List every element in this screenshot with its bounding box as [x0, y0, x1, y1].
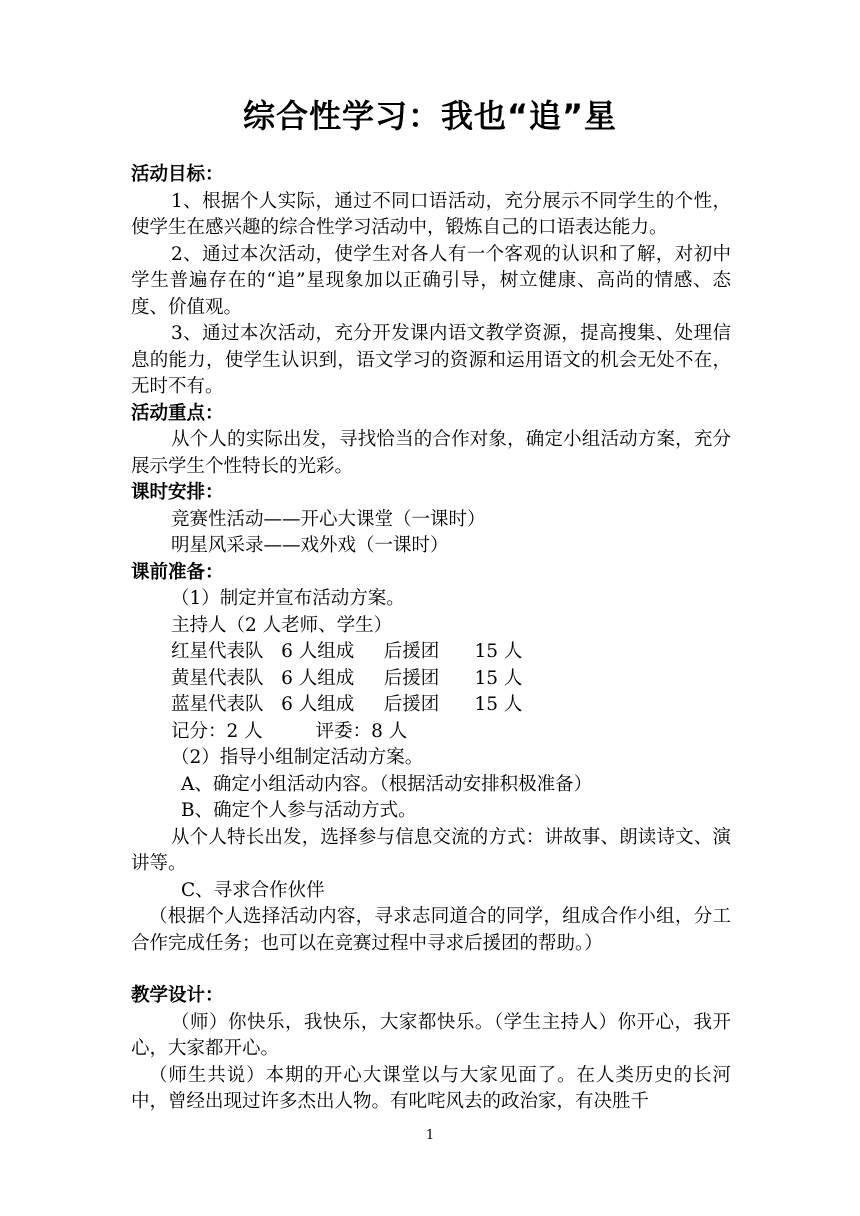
team-red: 红星代表队 6 人组成 后援团 15 人	[171, 641, 523, 662]
prep-step-1: （1）制定并宣布活动方案。	[171, 588, 405, 609]
page-number: 1	[425, 1128, 435, 1143]
team-yellow: 黄星代表队 6 人组成 后援团 15 人	[171, 667, 523, 689]
page-title: 综合性学习：我也“追”星	[242, 97, 618, 135]
focus-text: 从个人的实际出发，寻找恰当的合作对象，确定小组活动方案，充分展示学生个性特长的光彩。	[131, 429, 731, 477]
schedule-heading: 课时安排：	[131, 482, 224, 503]
step-c: C、寻求合作伙伴	[181, 879, 325, 901]
step-a: A、确定小组活动内容。（根据活动安排积极准备）	[181, 773, 593, 795]
step-c-detail: （根据个人选择活动内容，寻求志同道合的同学，组成合作小组，分工合作完成任务；也可以在竞赛过程中寻求后援团的帮助。）	[131, 906, 731, 954]
scoring-line: 记分：2 人 评委：8 人	[171, 720, 408, 742]
spacer	[131, 957, 731, 983]
prep-heading: 课前准备：	[131, 561, 224, 583]
step-b: B、确定个人参与活动方式。	[181, 800, 417, 821]
design-heading: 教学设计：	[131, 985, 224, 1006]
host-line: 主持人（2 人老师、学生）	[171, 614, 393, 636]
goal-1: 1、根据个人实际，通过不同口语活动，充分展示不同学生的个性，使学生在感兴趣的综合性学习活动中，锻炼自己的口语表达能力。	[131, 190, 731, 238]
schedule-item-2: 明星风采录——戏外戏（一课时）	[171, 535, 449, 556]
design-para-2: （师生共说）本期的开心大课堂以与大家见面了。在人类历史的长河中，曾经出现过许多杰出人物。有叱咤风去的政治家，有决胜千	[131, 1064, 731, 1112]
prep-step-2: （2）指导小组制定活动方案。	[171, 747, 424, 768]
schedule-item-1: 竞赛性活动——开心大课堂（一课时）	[171, 508, 486, 530]
goal-2: 2、通过本次活动，使学生对各人有一个客观的认识和了解，对初中学生普遍存在的“追”星现象加以正确引导，树立健康、高尚的情感、态度、价值观。	[131, 243, 731, 318]
step-b-detail: 从个人特长出发，选择参与信息交流的方式：讲故事、朗读诗文、演讲等。	[131, 826, 731, 874]
goal-3: 3、通过本次活动，充分开发课内语文教学资源，提高搜集、处理信息的能力，使学生认识到，语文学习的资源和运用语文的机会无处不在，无时不有。	[131, 323, 731, 397]
team-blue: 蓝星代表队 6 人组成 后援团 15 人	[171, 694, 523, 715]
document-body	[131, 162, 731, 1116]
focus-heading: 活动重点：	[131, 402, 224, 424]
design-para-1: （师）你快乐，我快乐，大家都快乐。（学生主持人）你开心，我开心，大家都开心。	[131, 1011, 731, 1059]
goals-heading: 活动目标：	[131, 164, 224, 185]
